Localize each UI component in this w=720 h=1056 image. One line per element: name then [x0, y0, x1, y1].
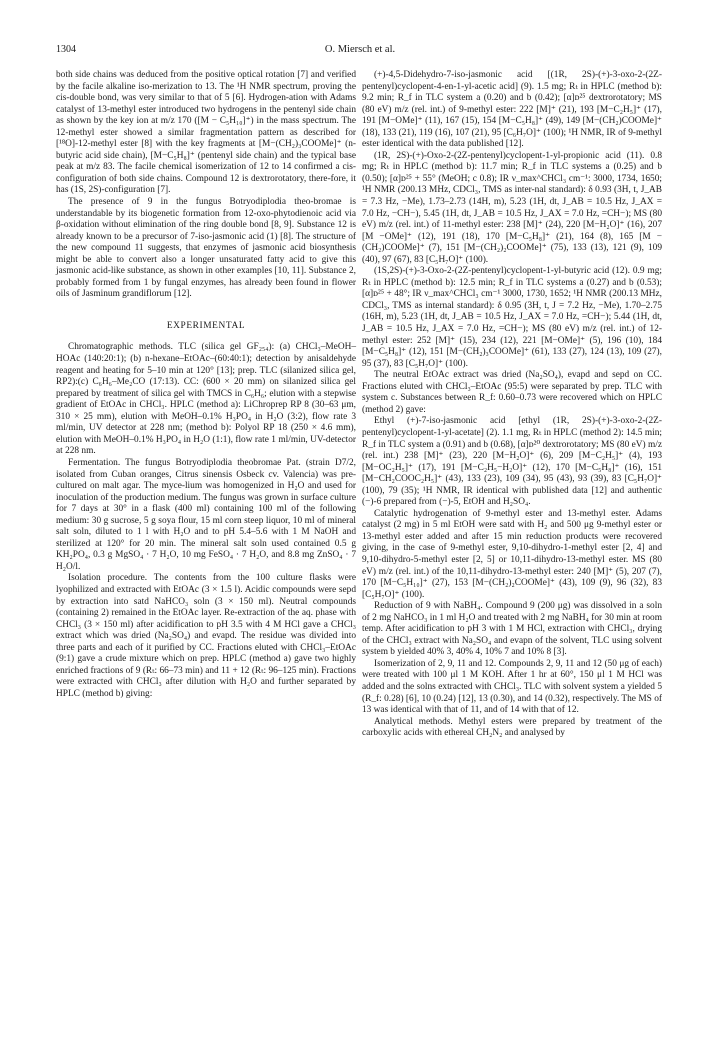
intro-paragraph-1: both side chains was deduced from the positive optical rotation [7] and verified by the facile alkaline iso-merization to 13. The ¹H NMR spectrum, proving the cis-double bond, was very similar to that of 5 [6]. Hydrogen-ation with Adams catalyst of 13-methyl ester introduced two hydrogens in the pentenyl side chain as shown by the key ion at m/z 170 ([M − C₅H₁₀]⁺) in the mass spectrum. The 12-methyl ester showed a similar fragmentation pattern as described for [¹⁸O]-12-methyl ester [8] with the key fragments at [M−(CH₂)₃COOMe]⁺ (n-butyric acid side chain), [M−C₅H₈]⁺ (pentenyl side chain) and the typical base peak at m/z 83. The facile chemical isomerization of 12 to 14 confirmed a cis-configuration of both side chains. Compound 12 is dextrorotatory, there-fore, it has (1S, 2S)-configuration [7].: [56, 70, 356, 196]
page-header: [56, 44, 664, 58]
analytical-methods-paragraph: Analytical methods. Methyl esters were prepared by treatment of the carboxylic acids with ethereal CH₂N₂ and analysed by: [362, 716, 662, 739]
isomerization-paragraph: Isomerization of 2, 9, 11 and 12. Compounds 2, 9, 11 and 12 (50 μg of each) were treated with 100 μl 1 M KOH. After 1 hr at 60°, 150 μl 1 M HCl was added and the solns extracted with CHCl₃. TLC with solvent system a yielded 5 (R_f: 0.28) [6], 10 (0.24) [12], 13 (0.30), and 14 (0.32), respectively. The MS of 13 was identical with that of 11, and of 14 with that of 12.: [362, 658, 662, 716]
fermentation-paragraph: Fermentation. The fungus Botryodiplodia theobromae Pat. (strain D7/2, isolated from Cuban oranges, Citrus sinensis Osbeck cv. Valencia) was pre-cultured on malt agar. The myce-lium was homogenized in H₂O and used for inoculation of the production medium. The fungus was grown in surface culture for 7 days at 30° in a flask (400 ml) containing 100 ml of the following medium: 30 g sucrose, 5 g soya flour, 15 ml corn steep liquor, 10 ml of mineral salt soln, diluted to 1 l with H₂O and to pH 5.4–5.6 with 1 M NaOH and sterilized at 120° for 20 min. The mineral salt soln used contained 0.5 g KH₂PO₄, 0.3 g MgSO₄ · 7 H₂O, 10 mg FeSO₄ · 7 H₂O, and 8.8 mg ZnSO₄ · 7 H₂O/l.: [56, 457, 356, 572]
left-column: [56, 70, 356, 700]
compound-2-paragraph: Ethyl (+)-7-iso-jasmonic acid [ethyl (1R, 2S)-(+)-3-oxo-2-(2Z-pentenyl)cyclopent-1-yl-acetate] (2). 1.1 mg, Rₜ in HPLC (method 2): 14.5 min; R_f in TLC system a (0.91) and b (0.68), [α]ᴅ²⁰ dextrorotatory; MS (80 eV) m/z (rel. int.) 238 [M]⁺ (23), 220 [M−H₂O]⁺ (6), 209 [M−C₂H₅]⁺ (4), 193 [M−OC₂H₅]⁺ (17), 191 [M−C₂H₅−H₂O]⁺ (12), 170 [M−C₅H₈]⁺ (16), 151 [M−CH₂COOC₂H₅]⁺ (43), 133 (23), 109 (34), 95 (43), 93 (39), 83 [C₅H₇O]⁺ (100), 79 (35); ¹H NMR, IR identical with published data [12] and authentic (−)-6 prepared from (−)-5, EtOH and H₂SO₄.: [362, 416, 662, 508]
isolation-procedure-paragraph: Isolation procedure. The contents from the 100 culture flasks were lyophilized and extracted with EtOAc (3 × 1.5 l). Acidic compounds were sepd by extraction into satd NaHCO₃ soln (3 × 150 ml). Neutral compounds (containing 2) remained in the EtOAc layer. Re-extraction of the aq. phase with CHCl₃ (3 × 150 ml) after acidification to pH 3.5 with 4 M HCl gave a CHCl₃ extract which was dried (Na₂SO₄) and evapd. The residue was divided into three parts and each of it purified by CC. Fractions eluted with CHCl₃–EtOAc (9:1) gave a crude mixture which on prep. HPLC (method a) gave two highly enriched fractions of 9 (Rₜ: 66–73 min) and 11 + 12 (Rₜ: 96–125 min). Fractions were extracted with CHCl₃ after dilution with H₂O and further separated by HPLC (method b) giving:: [56, 573, 356, 699]
compound-11-paragraph: (1R, 2S)-(+)-Oxo-2-(2Z-pentenyl)cyclopent-1-yl-propionic acid (11). 0.8 mg; Rₜ in HPLC (method b): 11.7 min; R_f in TLC systems a (0.25) and b (0.50); [α]ᴅ²⁵ + 55° (MeOH; c 0.8); IR ν_max^CHCl₃ cm⁻¹: 3000, 1734, 1650; ¹H NMR (200.13 MHz, CDCl₃, TMS as inter-nal standard): δ 0.93 (3H, t, J_AB = 7.3 Hz, −Me), 1.73–2.73 (14H, m), 5.23 (1H, dt, J_AB = 10.5 Hz, J_AX = 7.0 Hz, −CH−), 5.45 (1H, dt, J_AB = 10.5 Hz, J_AX = 7.0 Hz, =CH−); MS (80 eV) m/z (rel. int.) of 11-methyl ester: 238 [M]⁺ (24), 220 [M−H₂O]⁺ (16), 207 [M −OMe]⁺ (12), 191 (18), 170 [M−C₅H₈]⁺ (21), 164 (8), 165 [M −(CH₂)COOMe]⁺ (7), 151 [M−(CH₂)₂COOMe]⁺ (75), 133 (13), 121 (9), 109 (40), 97 (67), 83 [C₅H₇O]⁺ (100).: [362, 150, 662, 265]
compound-12-paragraph: (1S,2S)-(+)-3-Oxo-2-(2Z-pentenyl)cyclopent-1-yl-butyric acid (12). 0.9 mg; Rₜ in HPLC (method b): 12.5 min; R_f in TLC systems a (0.27) and b (0.53); [α]ᴅ²⁵ + 48°; IR ν_max^CHCl₃ cm⁻¹ 3000, 1730, 1652; ¹H NMR (200.13 MHz, CDCl₃, TMS as internal standard): δ 0.95 (3H, t, J = 7.2 Hz, −Me), 1.70–2.75 (16H, m), 5.23 (1H, dt, J_AB = 10.5 Hz, J_AX = 7.0 Hz, =CH−); 5.44 (1H, dt, J_AB = 10.5 Hz, J_AX = 7.0 Hz, =CH−); MS (80 eV) m/z (rel. int.) of 12-methyl ester: 252 [M]⁺ (15), 234 (12), 221 [M−OMe]⁺ (5), 196 (10), 184 [M−C₅H₈]⁺ (12), 151 [M−(CH₂)₃COOMe]⁺ (61), 133 (27), 124 (13), 109 (27), 95 (37), 83 [C₅H₇O]⁺ (100).: [362, 266, 662, 369]
right-column: [362, 70, 662, 740]
compound-9-paragraph: (+)-4,5-Didehydro-7-iso-jasmonic acid [(1R, 2S)-(+)-3-oxo-2-(2Z-pentenyl)cyclopent-4-en-1-yl-acetic acid] (9). 1.5 mg; Rₜ in HPLC (method b): 9.2 min; R_f in TLC system a (0.20) and b (0.42); [α]ᴅ²⁵ dextrorotatory; MS (80 eV) m/z (rel. int.) of 9-methyl ester: 222 [M]⁺ (21), 193 [M−C₂H₅]⁺ (17), 191 [M−OMe]⁺ (11), 167 (15), 154 [M−C₅H₈]⁺ (49), 149 [M−(CH₂)COOMe]⁺ (18), 133 (21), 119 (16), 107 (21), 95 [C₆H₇O]⁺ (100); ¹H NMR, IR of 9-methyl ester identical with the data published [12].: [362, 70, 662, 150]
experimental-heading: EXPERIMENTAL: [166, 320, 246, 331]
chromatographic-methods-paragraph: Chromatographic methods. TLC (silica gel GF₂₅₄): (a) CHCl₃–MeOH–HOAc (140:20:1); (b) n-hexane–EtOAc–(60:40:1); detection by anisaldehyde reagent and heating for 5–10 min at 120° [13]; prep. TLC (silanized silica gel, RP2):(c) C₆H₆–Me₂CO (17:13). CC: (600 × 20 mm) on silanized silica gel prepared by treatment of silica gel with TMCS in C₆H₆; elution with a stepwise gradient of EtOAc in CHCl₃. HPLC (method a): LiChroprep RP 8 (30–63 μm, 310 × 25 mm), elution with MeOH–0.1% H₃PO₄ in H₂O (3:2), flow rate 3 ml/min, UV detector at 228 nm; (method b): Polyol RP 18 (250 × 4.6 mm), elution with MeOH–0.1% H₃PO₄ in H₂O (1:1), flow rate 1 ml/min, UV-detector at 228 nm.: [56, 342, 356, 457]
intro-paragraph-2: The presence of 9 in the fungus Botryodiplodia theo-bromae is understandable by its biogenetic formation from 12-oxo-phytodienoic acid via β-oxidation without elimination of the ring double bond [8, 9]. Substance 12 is already known to be a precursor of 7-iso-jasmonic acid (1) [8]. The structure of the new compound 11 suggests, that enzymes of jasmonic acid biosynthesis might be able to convert also a longer unsaturated fatty acid to give this jasmonic acid-like substance, as shown in other examples [10, 11]. Substance 2, probably formed from 1 by fungal enzymes, has already been found in flower oils of Jasminum grandiflorum [12].: [56, 197, 356, 300]
running-head: O. Miersch et al.: [324, 44, 396, 55]
hydrogenation-paragraph: Catalytic hydrogenation of 9-methyl ester and 13-methyl ester. Adams catalyst (2 mg) in 5 ml EtOH were satd with H₂ and 500 μg 9-methyl ester or 13-methyl ester added and after 15 min reduction products were recovered giving, in the case of 9-methyl ester, 9,10-dihydro-1-methyl ester [2, 4] and 9,10-dihydro-5-methyl ester [2, 5] or 10,11-dihydro-13-methyl ester. MS (80 eV) m/z (rel. int.) of the 10,11-dihydro-13-methyl ester: 240 [M]⁺ (5), 207 (7), 170 [M−C₅H₁₀]⁺ (27), 153 [M−(CH₂)₂COOMe]⁺ (43), 109 (9), 96 (32), 83 [C₅H₇O]⁺ (100).: [362, 508, 662, 600]
page-number: 1304: [56, 44, 76, 55]
reduction-paragraph: Reduction of 9 with NaBH₄. Compound 9 (200 μg) was dissolved in a soln of 2 mg NaHCO₃ in 1 ml H₂O and treated with 2 mg NaBH₄ for 30 min at room temp. After acidification to pH 3 with 1 M HCl, extraction with CHCl₃, drying of the CHCl₃ extract with Na₂SO₄ and evapn of the solvent, TLC using solvent system b yielded 40% 3, 40% 4, 10% 7 and 10% 8 [3].: [362, 601, 662, 658]
neutral-extract-paragraph: The neutral EtOAc extract was dried (Na₂SO₄), evapd and sepd on CC. Fractions eluted with CHCl₃–EtOAc (95:5) were separated by prep. TLC with system c. Substances between R_f: 0.60–0.73 were recovered which on HPLC (method 2) gave:: [362, 370, 662, 415]
